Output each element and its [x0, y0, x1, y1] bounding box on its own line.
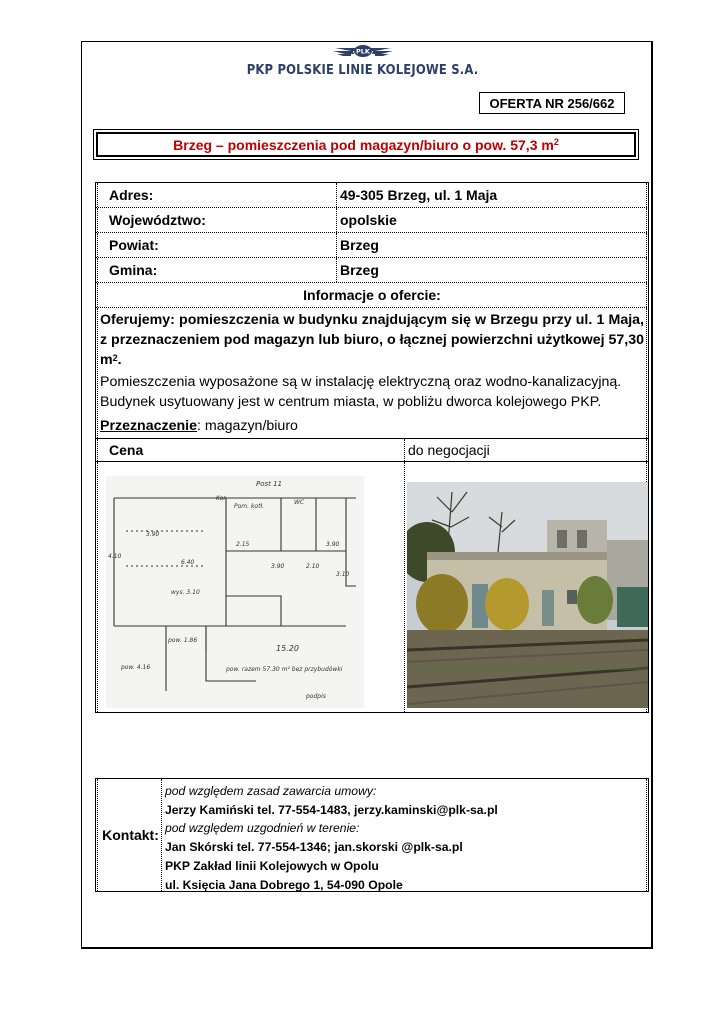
svg-text:wys. 3.10: wys. 3.10	[171, 589, 200, 597]
building-photo-cell	[405, 462, 647, 712]
svg-text:3.10: 3.10	[336, 571, 350, 579]
svg-text:3.90: 3.90	[146, 531, 160, 539]
offer-title-text: Brzeg – pomieszczenia pod magazyn/biuro o pow. 57,3 m	[173, 136, 554, 153]
svg-text:PLK: PLK	[355, 47, 370, 56]
offer-title-sup: 2	[553, 136, 559, 147]
svg-text:Post 11: Post 11	[256, 480, 283, 489]
detail-value: opolskie	[337, 208, 647, 232]
photos-row	[95, 461, 649, 713]
info-body-row	[95, 307, 649, 438]
detail-value: Brzeg	[337, 258, 647, 282]
company-logo	[0, 42, 725, 78]
info-lead: Oferujemy: pomieszczenia w budynku znajdującym się w Brzegu przy ul. 1 Maja, z przeznaczeniem pod magazyn lub biuro, o łącznej powierzchni użytkowej 57,30 $m^2$.	[100, 312, 644, 369]
detail-row-address	[95, 182, 649, 207]
contact-lines	[162, 779, 647, 891]
contact-line: Jan Skórski tel. 77-554-1346; jan.skorski @plk-sa.pl	[165, 840, 463, 855]
info-body	[97, 308, 647, 438]
svg-text:Pom. kotł.: Pom. kotł.	[234, 503, 265, 511]
detail-label: Województwo:	[97, 208, 337, 232]
detail-row-county	[95, 232, 649, 257]
detail-label: Gmina:	[97, 258, 337, 282]
svg-text:Kor.: Kor.	[216, 495, 228, 503]
offer-details-table	[95, 182, 649, 713]
price-value: do negocjacji	[405, 439, 647, 461]
info-header-row	[95, 282, 649, 307]
price-label: Cena	[97, 439, 405, 461]
svg-text:6.40: 6.40	[181, 559, 195, 567]
price-row	[95, 438, 649, 461]
building-photo-drawing	[407, 482, 648, 708]
offer-title-box	[93, 129, 639, 160]
detail-label: Adres:	[97, 183, 337, 207]
detail-value: 49-305 Brzeg, ul. 1 Maja	[337, 183, 647, 207]
contact-line: PKP Zakład linii Kolejowych w Opolu	[165, 858, 379, 873]
detail-row-commune	[95, 257, 649, 282]
offer-title	[96, 132, 636, 157]
detail-label: Powiat:	[97, 233, 337, 257]
svg-text:15.20: 15.20	[276, 644, 299, 654]
floor-plan-cell	[97, 462, 405, 712]
svg-text:2.15: 2.15	[236, 541, 250, 549]
info-header: Informacje o ofercie:	[97, 283, 647, 307]
svg-text:3.90: 3.90	[271, 563, 285, 571]
svg-text:pow. 4.16: pow. 4.16	[121, 664, 151, 672]
info-paragraph-location: Budynek usytuowany jest w centrum miasta, w pobliżu dworca kolejowego PKP.	[100, 393, 602, 410]
building-photo	[407, 482, 648, 708]
floor-plan-sketch	[106, 476, 364, 708]
svg-text:pow. 1.86: pow. 1.86	[168, 637, 198, 645]
detail-row-voivodeship	[95, 207, 649, 232]
contact-line: pod względem uzgodnień w terenie:	[165, 821, 360, 836]
svg-text:pow. razem 57.30 m² bez przybu: pow. razem 57.30 m² bez przybudówki	[226, 666, 343, 674]
plk-wings-icon	[331, 42, 395, 60]
svg-text:4.10: 4.10	[108, 553, 122, 561]
svg-text:WC: WC	[294, 499, 305, 507]
contact-line: pod względem zasad zawarcia umowy:	[165, 784, 377, 798]
contact-table	[95, 778, 649, 892]
detail-value: Brzeg	[337, 233, 647, 257]
info-purpose: Przeznaczenie: magazyn/biuro	[100, 418, 298, 435]
info-paragraph-equipment: Pomieszczenia wyposażone są w instalację elektryczną oraz wodno-kanalizacyjną.	[100, 373, 622, 390]
floor-plan-drawing	[106, 476, 364, 708]
contact-line: Jerzy Kamiński tel. 77-554-1483, jerzy.kaminski@plk-sa.pl	[165, 802, 498, 817]
svg-text:2.10: 2.10	[306, 563, 320, 571]
contact-label: Kontakt:	[97, 779, 162, 891]
svg-text:podpis: podpis	[306, 693, 326, 701]
svg-text:3.90: 3.90	[326, 541, 340, 549]
contact-line: ul. Księcia Jana Dobrego 1, 54-090 Opole	[165, 877, 403, 892]
offer-number: OFERTA NR 256/662	[479, 92, 625, 114]
company-name: PKP POLSKIE LINIE KOLEJOWE S.A.	[246, 62, 479, 78]
